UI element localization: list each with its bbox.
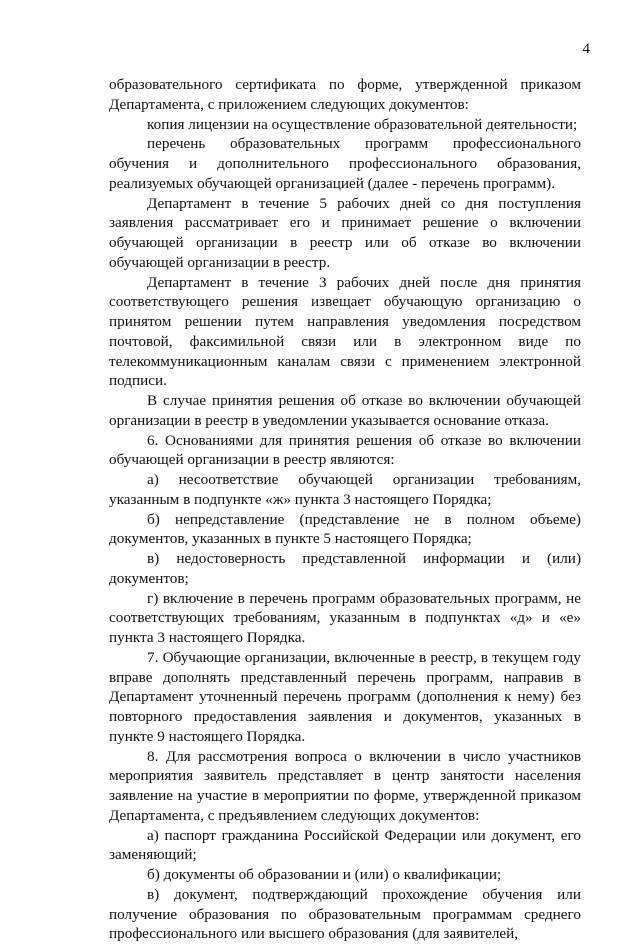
- paragraph-item-8v: в) документ, подтверждающий прохождение обучения или получение образования по образовательным программам среднего профессионального или высшего образования (для заявителей,: [109, 885, 581, 943]
- page-number: 4: [582, 41, 590, 57]
- paragraph-item-6b: б) непредставление (представление не в полном объеме) документов, указанных в пункте 5 настоящего Порядка;: [109, 510, 581, 548]
- paragraph-item-6v: в) недостоверность представленной информации и (или) документов;: [109, 550, 581, 587]
- paragraph-item-7: 7. Обучающие организации, включенные в реестр, в текущем году вправе дополнять представленный перечень программ, направив в Департамент уточненный перечень программ (дополнения к нему) без повторного предоставления заявления и документов, указанных в пункте 9 настоящего Порядка.: [109, 648, 581, 745]
- paragraph-department-5-days: Департамент в течение 5 рабочих дней со дня поступления заявления рассматривает его и принимает решение о включении обучающей организации в реестр или об отказе во включении обучающей организации в реестр.: [109, 194, 581, 271]
- paragraph-license-copy: копия лицензии на осуществление образовательной деятельности;: [147, 115, 578, 133]
- paragraph-item-8b: б) документы об образовании и (или) о квалификации;: [147, 866, 502, 883]
- paragraph-item-8: 8. Для рассмотрения вопроса о включении в число участников мероприятия заявитель представляет в центр занятости населения заявление на участие в мероприятии по форме, утвержденной приказом Департамента, с предъявлением следующих документов:: [109, 747, 581, 824]
- paragraph-continuation: образовательного сертификата по форме, утвержденной приказом Департамента, с приложением следующих документов:: [109, 76, 581, 113]
- paragraph-item-6: 6. Основаниями для принятия решения об отказе во включении обучающей организации в реестр являются:: [109, 431, 581, 469]
- paragraph-refusal-reason: В случае принятия решения об отказе во включении обучающей организации в реестр в уведомлении указывается основание отказа.: [109, 392, 581, 429]
- paragraph-item-6g: г) включение в перечень программ образовательных программ, не соответствующих требованиям, указанным в подпунктах «д» и «е» пункта 3 настоящего Порядка.: [109, 589, 581, 646]
- paragraph-item-8a: а) паспорт гражданина Российской Федерации или документ, его заменяющий;: [109, 826, 581, 864]
- document-body: [109, 75, 581, 944]
- paragraph-programs-list: перечень образовательных программ профессионального обучения и дополнительного профессионального образования, реализуемых обучающей организацией (далее - перечень программ).: [109, 135, 581, 192]
- paragraph-item-6a: а) несоответствие обучающей организации требованиям, указанным в подпункте «ж» пункта 3 настоящего Порядка;: [109, 471, 581, 508]
- paragraph-department-3-days: Департамент в течение 3 рабочих дней после дня принятия соответствующего решения извещает обучающую организацию о принятом решении путем направления уведомления посредством почтовой, факсимильной связи или в электронном виде по телекоммуникационным каналам связи с применением электронной подписи.: [109, 273, 581, 390]
